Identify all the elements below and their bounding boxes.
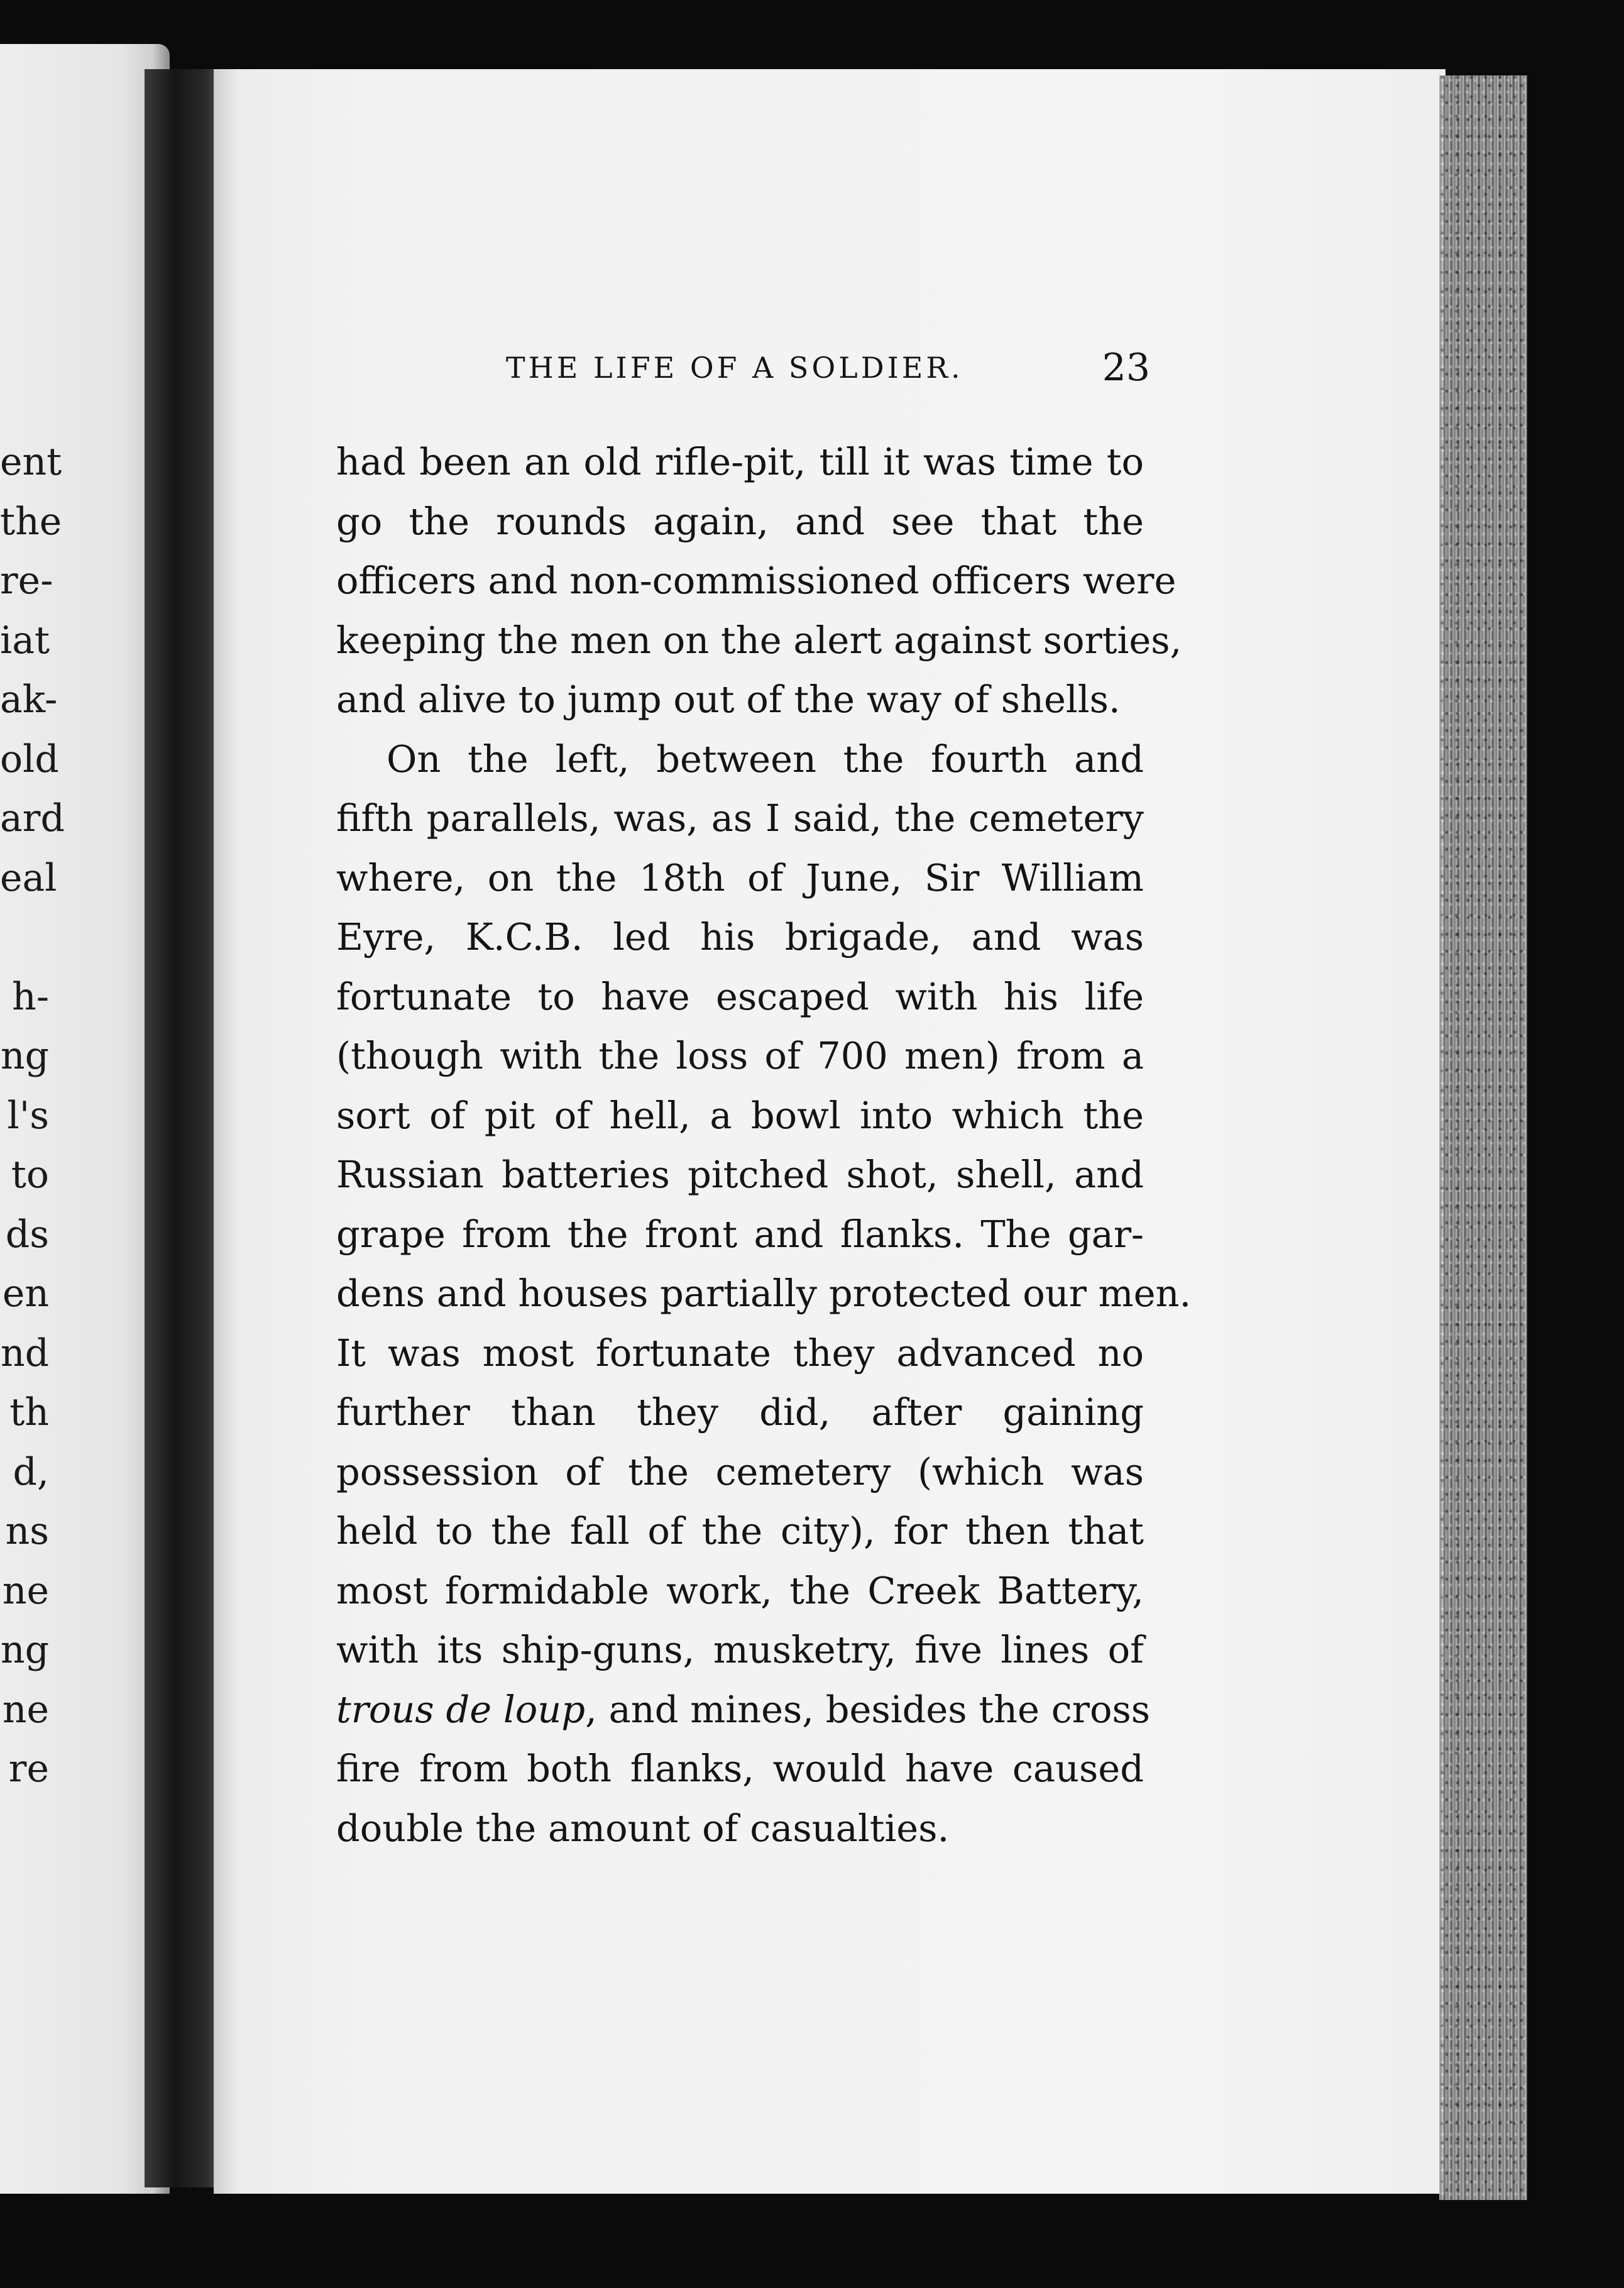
left-fragment: ne (2, 1568, 49, 1613)
running-head (506, 343, 1150, 393)
left-fragment: d, (13, 1449, 49, 1494)
text-line: keeping the men on the alert against sorties, (336, 618, 1182, 662)
text-line: had been an old rifle-pit, till it was time to (336, 440, 1144, 483)
left-fragment: to (11, 1153, 49, 1197)
text-line: grape from the front and flanks. The gar- (336, 1212, 1144, 1256)
left-fragment: re (8, 1747, 49, 1791)
text-line: Eyre, K.C.B. led his brigade, and was (336, 915, 1144, 959)
text-line: most formidable work, the Creek Battery, (336, 1568, 1144, 1612)
text-line: fortunate to have escaped with his life (336, 974, 1144, 1018)
left-fragment: ne (2, 1687, 49, 1732)
left-fragment: iat (0, 618, 50, 663)
left-fragment: re- (0, 559, 53, 603)
page-number: 23 (1102, 346, 1150, 390)
text-line: double the amount of casualties. (336, 1806, 950, 1850)
left-fragment: l's (7, 1093, 49, 1138)
text-line: held to the fall of the city), for then that (336, 1509, 1144, 1553)
text-line: with its ship-guns, musketry, five lines of (336, 1628, 1144, 1671)
left-fragment: old (0, 737, 59, 781)
left-fragment: ds (5, 1212, 49, 1257)
text-line: sort of pit of hell, a bowl into which the (336, 1093, 1144, 1137)
running-title: THE LIFE OF A SOLDIER. (506, 351, 963, 385)
left-page-text-fragments (0, 432, 65, 1799)
text-line-italic (336, 1680, 1151, 1740)
text-line: (though with the loss of 700 men) from a (336, 1034, 1144, 1077)
left-fragment: ak- (0, 678, 58, 722)
text-line: further than they did, after gaining (336, 1390, 1144, 1434)
text-line-rest: , and mines, besides the cross (585, 1687, 1151, 1731)
text-line: and alive to jump out of the way of shells. (336, 678, 1121, 721)
left-fragment: nd (0, 1331, 49, 1375)
left-fragment: ent (0, 440, 62, 484)
text-line: go the rounds again, and see that the (336, 499, 1144, 543)
left-fragment: en (2, 1272, 49, 1316)
text-line: fire from both flanks, would have caused (336, 1747, 1144, 1790)
left-fragment: the (0, 499, 62, 544)
text-line: officers and non-commissioned officers were (336, 559, 1177, 602)
italic-phrase: trous de loup (336, 1687, 586, 1731)
body-text (336, 432, 1192, 1858)
left-fragment: eal (0, 855, 57, 900)
left-fragment: ns (5, 1509, 49, 1553)
text-line: where, on the 18th of June, Sir William (336, 855, 1144, 899)
text-line: fifth parallels, was, as I said, the cemetery (336, 796, 1144, 840)
text-line: dens and houses partially protected our men. (336, 1272, 1192, 1315)
left-fragment: ard (0, 796, 65, 840)
left-fragment: h- (12, 974, 49, 1019)
page-edge (1439, 75, 1527, 2200)
left-fragment: th (9, 1390, 49, 1434)
text-line: possession of the cemetery (which was (336, 1449, 1144, 1493)
left-fragment: ng (0, 1034, 49, 1078)
text-line: Russian batteries pitched shot, shell, and (336, 1153, 1144, 1196)
left-fragment: ng (0, 1628, 49, 1672)
left-fragment (0, 908, 49, 967)
text-line: On the left, between the fourth and (387, 737, 1144, 781)
text-line: It was most fortunate they advanced no (336, 1331, 1144, 1375)
